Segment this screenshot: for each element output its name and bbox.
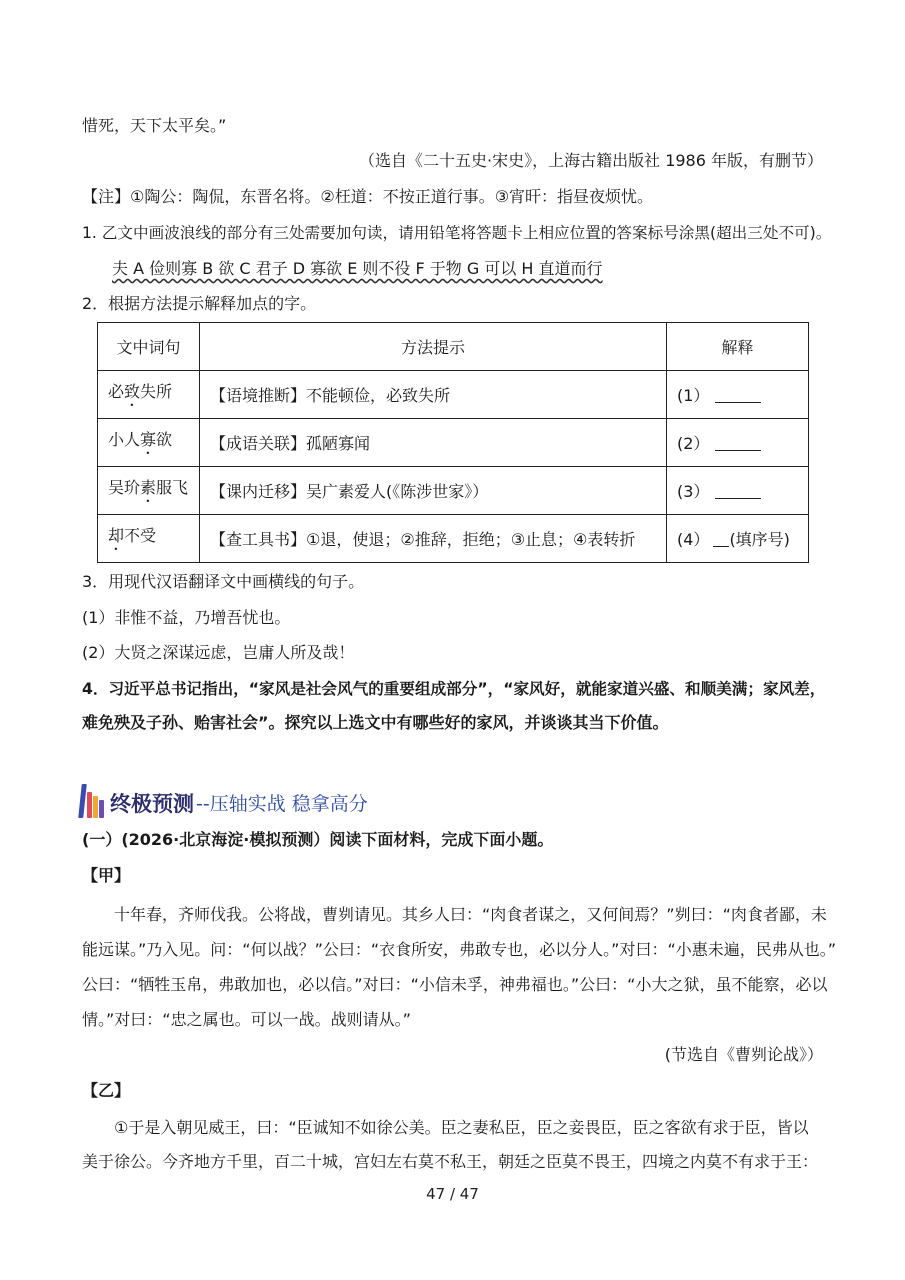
page-number: 47 / 47 <box>426 1185 479 1203</box>
answer-blank[interactable] <box>713 530 729 547</box>
text-line: 惜死，天下太平矣。” <box>82 116 227 135</box>
answer-label: (2） <box>677 434 710 453</box>
section-title: 终极预测 <box>110 792 194 816</box>
passage-line: 能远谋。”乃入见。问：“何以战？”公曰：“衣食所安，弗敢专也，必以分人。”对曰：“小惠未遍，民弗从也。” <box>82 940 837 959</box>
table-cell-answer <box>667 419 809 467</box>
table-cell-answer <box>667 515 809 563</box>
table-cell-phrase: 小人寡欲 <box>98 419 200 467</box>
books-logo-icon <box>80 784 106 818</box>
question-4: 4．习近平总书记指出，“家风是社会风气的重要组成部分”，“家风好，就能家道兴盛、和顺美满；家风差， <box>82 680 826 698</box>
table-cell-phrase: 却不受 <box>98 515 200 563</box>
table-cell-phrase: 吴玠素服飞 <box>98 467 200 515</box>
table-cell-hint: 【成语关联】孤陋寡闻 <box>200 419 667 467</box>
answer-blank[interactable] <box>715 386 761 403</box>
question-1: 1. 乙文中画波浪线的部分有三处需要加句读，请用铅笔将答题卡上相应位置的答案标号涂黑(超出三处不可)。 <box>82 224 832 242</box>
answer-label: (1） <box>677 386 710 405</box>
passage-label-yi: 【乙】 <box>82 1081 131 1100</box>
answer-label: (4） <box>677 530 710 549</box>
table-cell-answer <box>667 371 809 419</box>
question-1-options <box>112 257 823 281</box>
passage-line: 情。”对曰：“忠之属也。可以一战。战则请从。” <box>82 1010 411 1029</box>
source-citation: (节选自《曹刿论战》） <box>664 1045 823 1064</box>
question-4-cont: 难免殃及子孙、贻害社会”。探究以上选文中有哪些好的家风，并谈谈其当下价值。 <box>82 713 669 732</box>
answer-label: (3） <box>677 482 710 501</box>
table-header: 解释 <box>667 323 809 371</box>
question-3-item: (1）非惟不益，乃增吾忧也。 <box>82 608 291 627</box>
part-heading: (一）(2026·北京海淀·模拟预测）阅读下面材料，完成下面小题。 <box>82 830 554 849</box>
answer-blank[interactable] <box>715 434 761 451</box>
table-header-row <box>98 323 809 371</box>
table-cell-hint: 【课内迁移】吴广素爱人(《陈涉世家》） <box>200 467 667 515</box>
section-header <box>80 778 368 818</box>
answer-suffix: (填序号) <box>729 530 790 549</box>
wavy-underlined-text: 夫 A 俭则寡 B 欲 C 君子 D 寡欲 E 则不役 F 于物 G 可以 H 直道而行 <box>112 259 603 278</box>
table-row <box>98 419 809 467</box>
question-3-item: (2）大贤之深谋远虑，岂庸人所及哉！ <box>82 643 355 662</box>
section-subtitle: --压轴实战 稳拿高分 <box>196 793 368 815</box>
method-table <box>97 322 809 563</box>
answer-blank[interactable] <box>715 482 761 499</box>
table-header: 方法提示 <box>200 323 667 371</box>
passage-line: 十年春，齐师伐我。公将战，曹刿请见。其乡人曰：“肉食者谋之，又何间焉？”刿曰：“肉食者鄙，未 <box>114 905 827 924</box>
table-cell-phrase: 必致失所 <box>98 371 200 419</box>
table-row <box>98 467 809 515</box>
passage-line: 美于徐公。今齐地方千里，百二十城，宫妇左右莫不私王，朝廷之臣莫不畏王，四境之内莫不有求于王： <box>82 1152 819 1171</box>
annotation-note: 【注】①陶公：陶侃，东晋名将。②枉道：不按正道行事。③宵旰：指昼夜烦忧。 <box>82 187 654 206</box>
table-cell-hint: 【语境推断】不能顿俭，必致失所 <box>200 371 667 419</box>
source-citation: （选自《二十五史·宋史》，上海古籍出版社 1986 年版，有删节） <box>359 151 823 170</box>
question-2: 2．根据方法提示解释加点的字。 <box>82 294 317 313</box>
passage-line: ①于是入朝见威王，曰：“臣诚知不如徐公美。臣之妻私臣，臣之妾畏臣，臣之客欲有求于臣，皆以 <box>114 1118 809 1137</box>
table-row <box>98 371 809 419</box>
table-row <box>98 515 809 563</box>
passage-line: 公曰：“牺牲玉帛，弗敢加也，必以信。”对曰：“小信未孚，神弗福也。”公曰：“小大之狱，虽不能察，必以 <box>82 975 828 994</box>
table-cell-answer <box>667 467 809 515</box>
table-header: 文中词句 <box>98 323 200 371</box>
passage-label-jia: 【甲】 <box>82 866 131 885</box>
table-cell-hint: 【查工具书】①退，使退；②推辞，拒绝；③止息；④表转折 <box>200 515 667 563</box>
question-3: 3．用现代汉语翻译文中画横线的句子。 <box>82 572 365 591</box>
